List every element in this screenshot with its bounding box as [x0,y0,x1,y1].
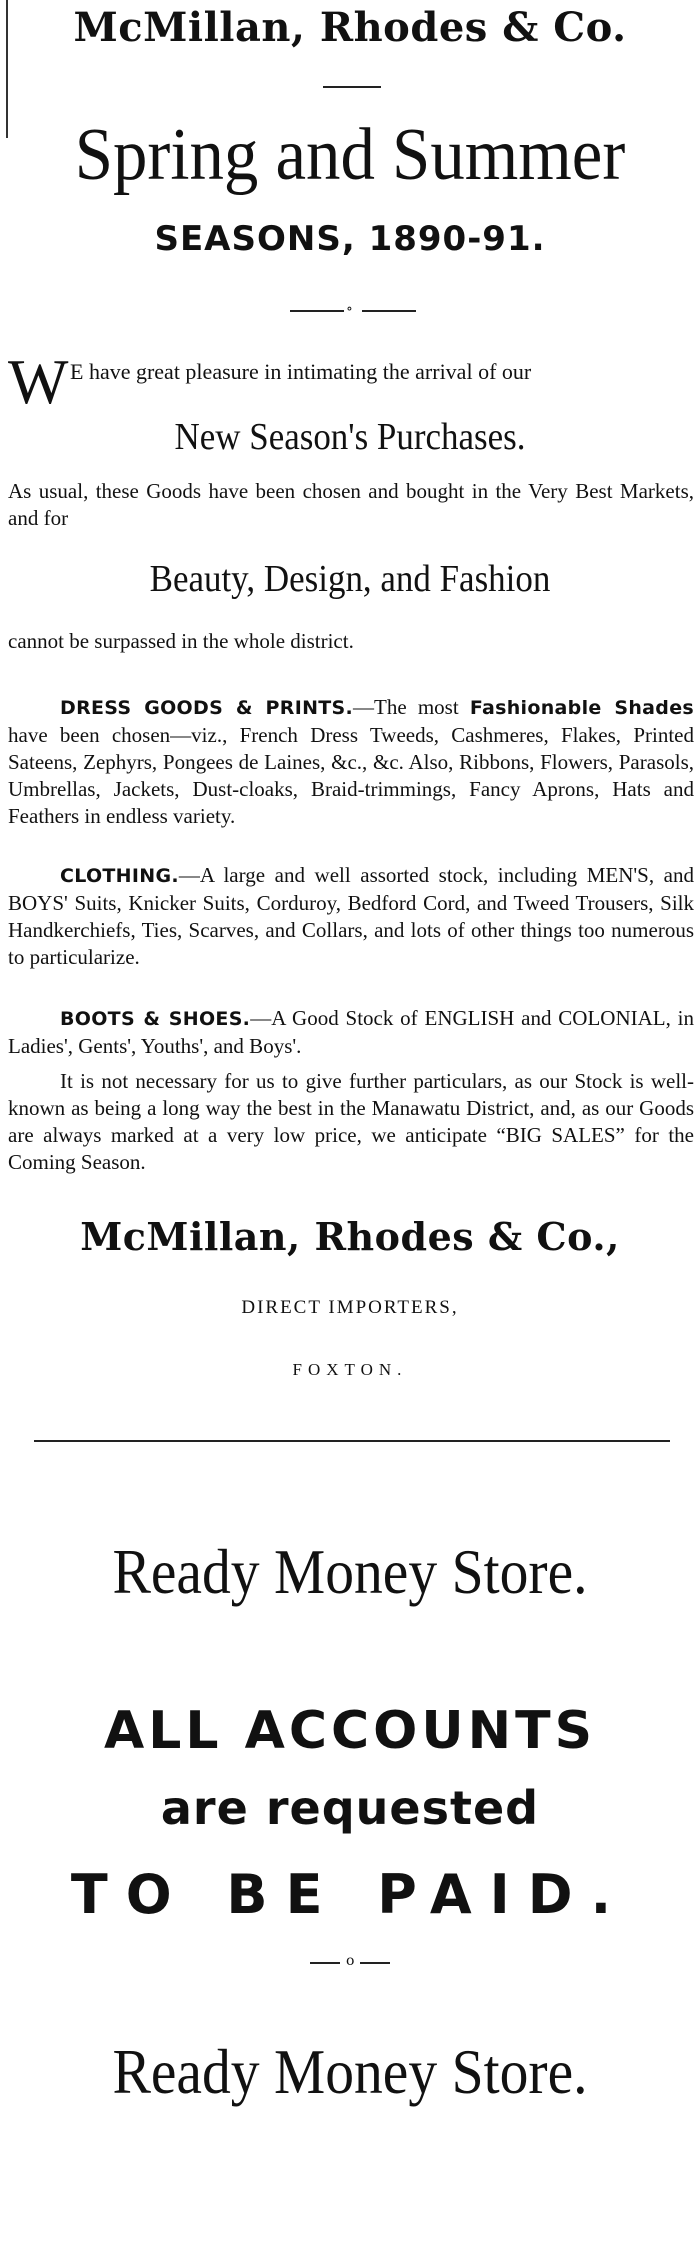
town-foxton: FOXTON. [292,1360,408,1379]
divider-ornament-icon: ∘ [346,301,353,317]
divider-rule-right [362,310,416,312]
dress-goods-dash: —The most [353,695,470,719]
are-requested: are requested [160,1781,540,1835]
ornament-rule-left [310,1962,340,1964]
boots-lead: BOOTS & SHOES. [60,1008,251,1030]
purchases-heading: New Season's Purchases. [174,416,526,458]
closing-paragraph: It is not necessary for us to give further particulars, as our Stock is well-known as being a long way the best in the Manawatu District, and, as our Goods are always marked at a very low price, we anticipate “BIG SALES” for the Coming Season. [8,1069,694,1174]
ornament-rule-right [360,1962,390,1964]
beauty-heading: Beauty, Design, and Fashion [149,558,551,600]
clothing-text: —A large and well assorted stock, including MEN'S, and BOYS' Suits, Knicker Suits, Corduroy, Bedford Cord, and Tweed Trousers, Silk Handkerchiefs, Ties, Scarves, and Collars, and lots of other things too numerous to particularize. [8,863,694,969]
boots-paragraph [8,1005,694,1060]
district-paragraph: cannot be surpassed in the whole district. [8,629,354,653]
fashionable-shades: Fashionable Shades [469,697,694,719]
clothing-lead: CLOTHING. [60,865,179,887]
drop-cap: W [8,346,69,417]
seasons-heading: SEASONS, 1890-91. [154,219,546,259]
direct-importers: DIRECT IMPORTERS, [241,1297,459,1318]
divider-rule-left [290,310,344,312]
clothing-paragraph [8,862,694,971]
short-rule [323,86,381,88]
store-name-bottom: Ready Money Store. [112,2036,588,2107]
advert-separator [34,1440,670,1442]
firm-name-header: McMillan, Rhodes & Co. [73,4,627,51]
boots-text: —A Good Stock of ENGLISH and COLONIAL, in Ladies', Gents', Youths', and Boys'. [8,1006,694,1058]
to-be-paid: TO BE PAID. [70,1863,630,1926]
headline-spring-summer: Spring and Summer [74,114,626,196]
dress-goods-paragraph [8,694,694,830]
usual-paragraph: As usual, these Goods have been chosen and bought in the Very Best Markets, and for [8,479,694,530]
small-o-ornament-icon: o [346,1953,355,1969]
dress-goods-text: have been chosen—viz., French Dress Tweeds, Cashmeres, Flakes, Printed Sateens, Zephyrs, Pongees de Laines, &c., &c. Also, Ribbons, Flowers, Parasols, Umbrellas, Jackets, Dust-cloaks, Braid-trimmings, Fancy Aprons, Hats and Feathers in endless variety. [8,723,694,828]
store-name-top: Ready Money Store. [112,1536,588,1607]
signature-firm-name: McMillan, Rhodes & Co., [80,1214,620,1259]
dress-goods-lead: DRESS GOODS & PRINTS. [60,697,354,719]
intro-text: E have great pleasure in intimating the arrival of our [70,359,532,384]
all-accounts: ALL ACCOUNTS [103,1701,597,1761]
